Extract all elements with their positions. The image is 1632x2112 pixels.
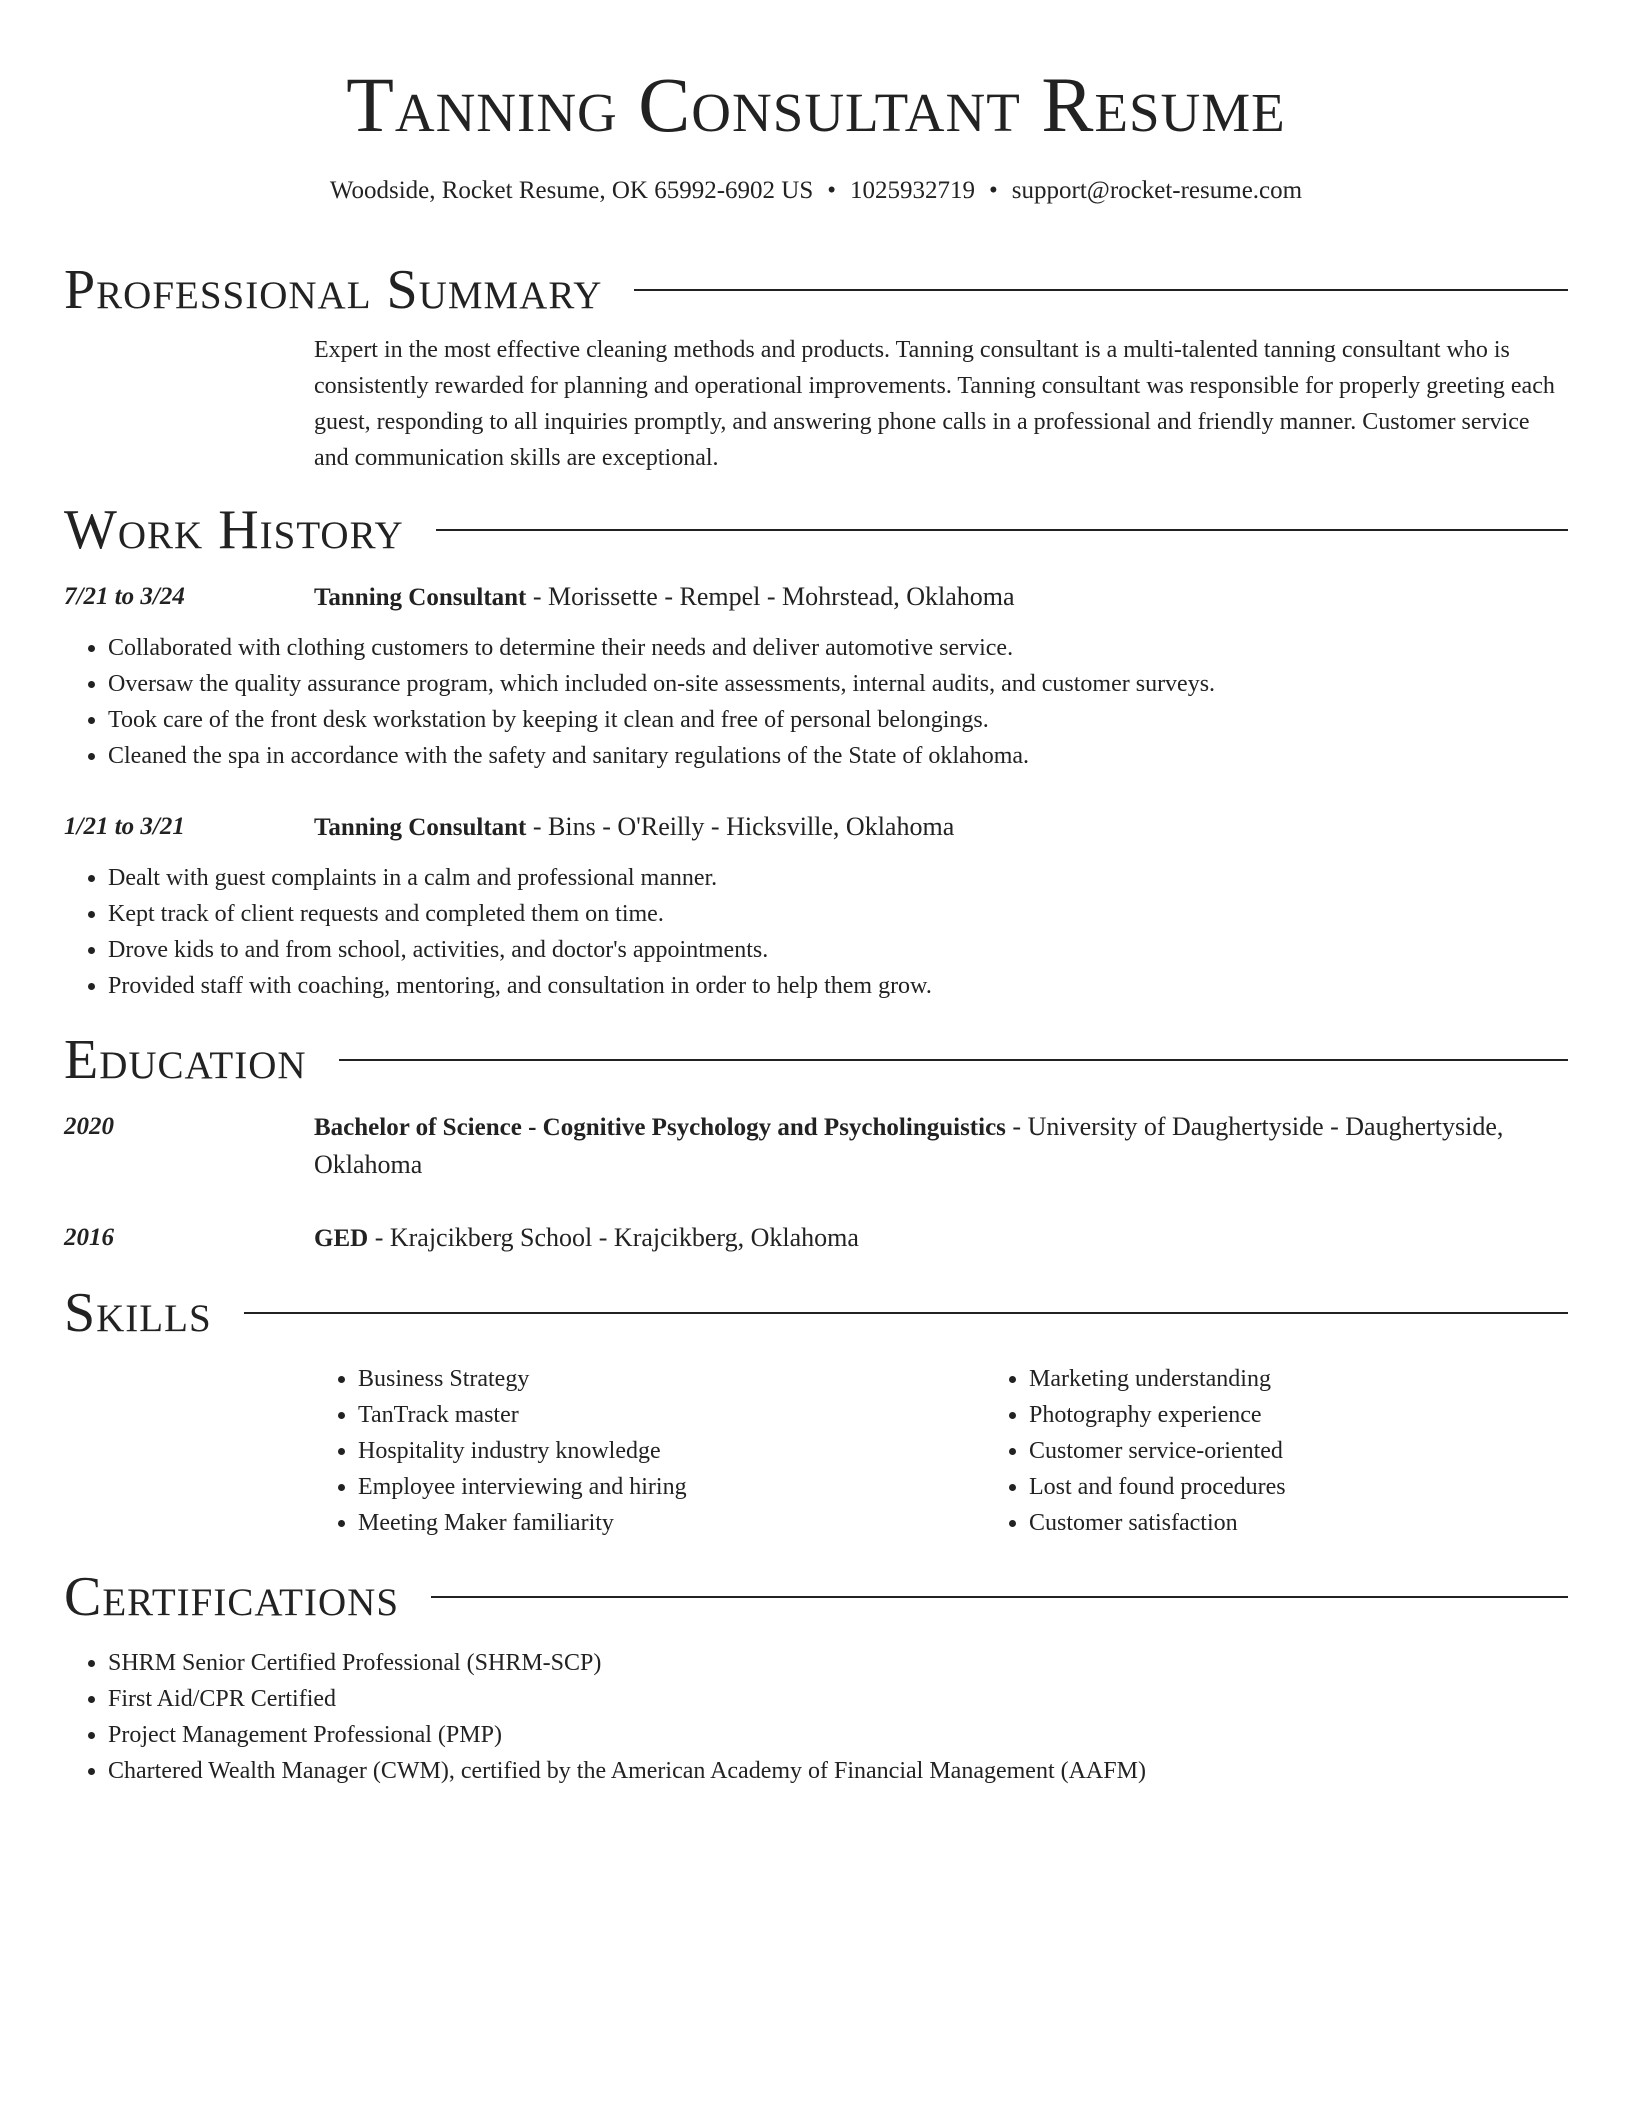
education-heading-line bbox=[314, 1108, 1568, 1183]
job-details: - Morissette - Rempel - Mohrstead, Oklahoma bbox=[526, 582, 1015, 611]
job-entry bbox=[64, 808, 1568, 846]
certifications-list bbox=[64, 1645, 1568, 1789]
skills-section-header bbox=[64, 1283, 1568, 1343]
job-heading bbox=[314, 578, 1568, 616]
certifications-heading: Certifications bbox=[64, 1566, 400, 1628]
job-bullet: • Oversaw the quality assurance program, which included on-site assessments, internal audits, and customer surveys. bbox=[108, 666, 1568, 702]
job-bullet: • Drove kids to and from school, activities, and doctor's appointments. bbox=[108, 932, 1568, 968]
skill-item: • Customer service-oriented bbox=[1029, 1433, 1632, 1469]
job-dates: 1/21 to 3/21 bbox=[64, 813, 185, 840]
job-bullets bbox=[64, 630, 1568, 774]
education-entry bbox=[64, 1219, 1568, 1257]
contact-email[interactable]: support@rocket-resume.com bbox=[1011, 177, 1303, 204]
contact-address: Woodside, Rocket Resume, OK 65992-6902 US bbox=[329, 177, 814, 204]
work-section-header bbox=[64, 500, 1568, 560]
job-title: Tanning Consultant bbox=[314, 584, 527, 611]
job-entry bbox=[64, 578, 1568, 616]
education-degree: GED bbox=[314, 1225, 369, 1252]
summary-heading: Professional Summary bbox=[64, 259, 603, 321]
skill-item: • TanTrack master bbox=[358, 1397, 985, 1433]
skills-grid bbox=[314, 1361, 1568, 1541]
education-heading-line bbox=[314, 1219, 1568, 1257]
contact-separator: • bbox=[827, 177, 837, 204]
skill-item: • Employee interviewing and hiring bbox=[358, 1469, 985, 1505]
education-details: - Krajcikberg School - Krajcikberg, Oklahoma bbox=[368, 1223, 859, 1252]
job-bullets bbox=[64, 860, 1568, 1004]
certification-item: • SHRM Senior Certified Professional (SHRM-SCP) bbox=[108, 1645, 1568, 1681]
job-bullet: • Cleaned the spa in accordance with the safety and sanitary regulations of the State of oklahoma. bbox=[108, 738, 1568, 774]
education-year: 2016 bbox=[64, 1224, 114, 1251]
section-divider bbox=[431, 1596, 1568, 1598]
skills-heading: Skills bbox=[64, 1282, 212, 1344]
skills-column-right bbox=[985, 1361, 1632, 1541]
education-body bbox=[314, 1219, 1568, 1257]
job-title: Tanning Consultant bbox=[314, 814, 527, 841]
job-body bbox=[314, 578, 1568, 616]
job-bullet: • Kept track of client requests and completed them on time. bbox=[108, 896, 1568, 932]
contact-line bbox=[64, 174, 1568, 208]
certification-item: • Chartered Wealth Manager (CWM), certified by the American Academy of Financial Management (AAFM) bbox=[108, 1753, 1568, 1789]
skills-column-left bbox=[314, 1361, 985, 1541]
skill-item: • Meeting Maker familiarity bbox=[358, 1505, 985, 1541]
skill-item: • Marketing understanding bbox=[1029, 1361, 1632, 1397]
section-divider bbox=[634, 289, 1568, 291]
job-bullet: • Collaborated with clothing customers to determine their needs and deliver automotive service. bbox=[108, 630, 1568, 666]
section-divider bbox=[244, 1312, 1568, 1314]
education-heading: Education bbox=[64, 1029, 307, 1091]
summary-text: Expert in the most effective cleaning methods and products. Tanning consultant is a multi-talented tanning consultant who is consistently rewarded for planning and operational improvements. Tanning consultant was responsible for properly greeting each guest, responding to all inquiries promptly, and answering phone calls in a professional and friendly manner. Customer service and communication skills are exceptional. bbox=[314, 337, 1555, 471]
education-entry bbox=[64, 1108, 1568, 1183]
skill-item: • Business Strategy bbox=[358, 1361, 985, 1397]
document-title: Tanning Consultant Resume bbox=[346, 61, 1286, 148]
skill-item: • Photography experience bbox=[1029, 1397, 1632, 1433]
job-details: - Bins - O'Reilly - Hicksville, Oklahoma bbox=[526, 812, 955, 841]
job-bullet: • Took care of the front desk workstation by keeping it clean and free of personal belongings. bbox=[108, 702, 1568, 738]
section-divider bbox=[436, 529, 1568, 531]
skill-item: • Lost and found procedures bbox=[1029, 1469, 1632, 1505]
skill-item: • Customer satisfaction bbox=[1029, 1505, 1632, 1541]
job-bullet: • Dealt with guest complaints in a calm and professional manner. bbox=[108, 860, 1568, 896]
certifications-section-header bbox=[64, 1567, 1568, 1627]
education-year: 2020 bbox=[64, 1113, 114, 1140]
education-details: - University of Daughertyside - Daughertyside, Oklahoma bbox=[314, 1112, 1504, 1179]
certification-item: • Project Management Professional (PMP) bbox=[108, 1717, 1568, 1753]
contact-separator: • bbox=[989, 177, 998, 204]
job-body bbox=[314, 808, 1568, 846]
education-body bbox=[314, 1108, 1568, 1183]
education-degree: Bachelor of Science - Cognitive Psychology and Psycholinguistics bbox=[314, 1114, 1006, 1141]
summary-section-header bbox=[64, 260, 1568, 320]
job-bullet: • Provided staff with coaching, mentoring, and consultation in order to help them grow. bbox=[108, 968, 1568, 1004]
contact-phone: 1025932719 bbox=[850, 177, 976, 204]
certification-item: • First Aid/CPR Certified bbox=[108, 1681, 1568, 1717]
job-heading bbox=[314, 808, 1568, 846]
education-section-header bbox=[64, 1030, 1568, 1090]
job-dates: 7/21 to 3/24 bbox=[64, 583, 185, 610]
skill-item: • Hospitality industry knowledge bbox=[358, 1433, 985, 1469]
work-heading: Work History bbox=[64, 499, 404, 561]
section-divider bbox=[339, 1059, 1568, 1061]
